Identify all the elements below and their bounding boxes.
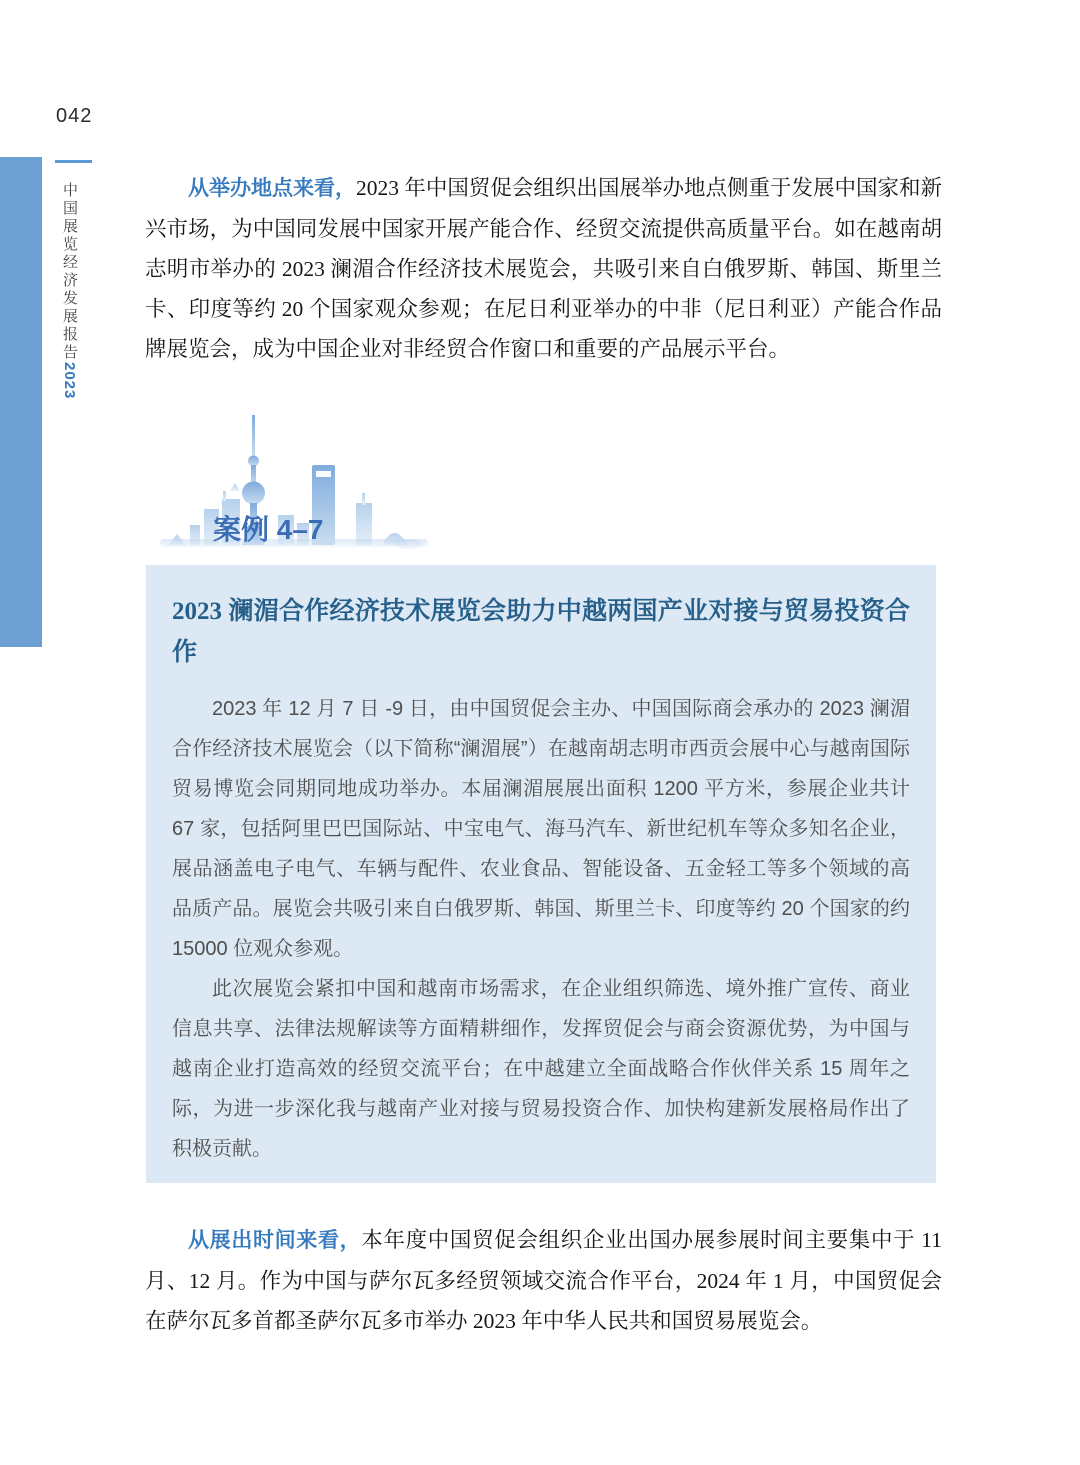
report-title-text: 中国展览经济发展报告	[61, 182, 78, 362]
paragraph-location-lead: 从举办地点来看，	[188, 177, 357, 200]
report-title-year: 2023	[61, 362, 78, 400]
paragraph-location-text: 2023 年中国贸促会组织出国展举办地点侧重于发展中国家和新兴市场，为中国同发展中国家开展产能合作、经贸交流提供高质量平台。如在越南胡志明市举办的 2023 澜湄合作经济技术展览会，共吸引来自白俄罗斯、韩国、斯里兰卡、印度等约 20 个国家观众参观；在尼日利亚举办的中非（尼日利亚）产能合作品牌展览会，成为中国企业对非经贸合作窗口和重要的产品展示平台。	[145, 176, 942, 361]
case-paragraph-1: 2023 年 12 月 7 日 -9 日，由中国贸促会主办、中国国际商会承办的 2023 澜湄合作经济技术展览会（以下简称“澜湄展”）在越南胡志明市西贡会展中心与越南国际贸易博览会同期同地成功举办。本届澜湄展展出面积 1200 平方米，参展企业共计 67 家，包括阿里巴巴国际站、中宝电气、海马汽车、新世纪机车等众多知名企业，展品涵盖电子电气、车辆与配件、农业食品、智能设备、五金轻工等多个领域的高品质产品。展览会共吸引来自白俄罗斯、韩国、斯里兰卡、印度等约 20 个国家的约 15000 位观众参观。	[172, 698, 910, 960]
case-study-box	[146, 565, 936, 1183]
case-label: 案例 4–7	[213, 514, 324, 545]
page-number-rule	[55, 160, 92, 163]
paragraph-time-text: 本年度中国贸促会组织企业出国办展参展时间主要集中于 11 月、12 月。作为中国与萨尔瓦多经贸领域交流合作平台，2024 年 1 月，中国贸促会在萨尔瓦多首都圣萨尔瓦多市举办 2023 年中华人民共和国贸易展览会。	[145, 1228, 942, 1333]
case-title: 2023 澜湄合作经济技术展览会助力中越两国产业对接与贸易投资合作	[172, 598, 910, 666]
case-paragraph-2: 此次展览会紧扣中国和越南市场需求，在企业组织筛选、境外推广宣传、商业信息共享、法律法规解读等方面精耕细作，发挥贸促会与商会资源优势，为中国与越南企业打造高效的经贸交流平台；在中越建立全面战略合作伙伴关系 15 周年之际，为进一步深化我与越南产业对接与贸易投资合作、加快构建新发展格局作出了积极贡献。	[172, 978, 910, 1160]
paragraph-location	[145, 168, 942, 369]
sidebar-accent-bar	[0, 157, 42, 647]
page-number: 042	[56, 105, 93, 127]
report-vertical-title	[58, 182, 80, 399]
paragraph-time	[145, 1220, 942, 1341]
paragraph-time-lead: 从展出时间来看，	[188, 1229, 362, 1252]
